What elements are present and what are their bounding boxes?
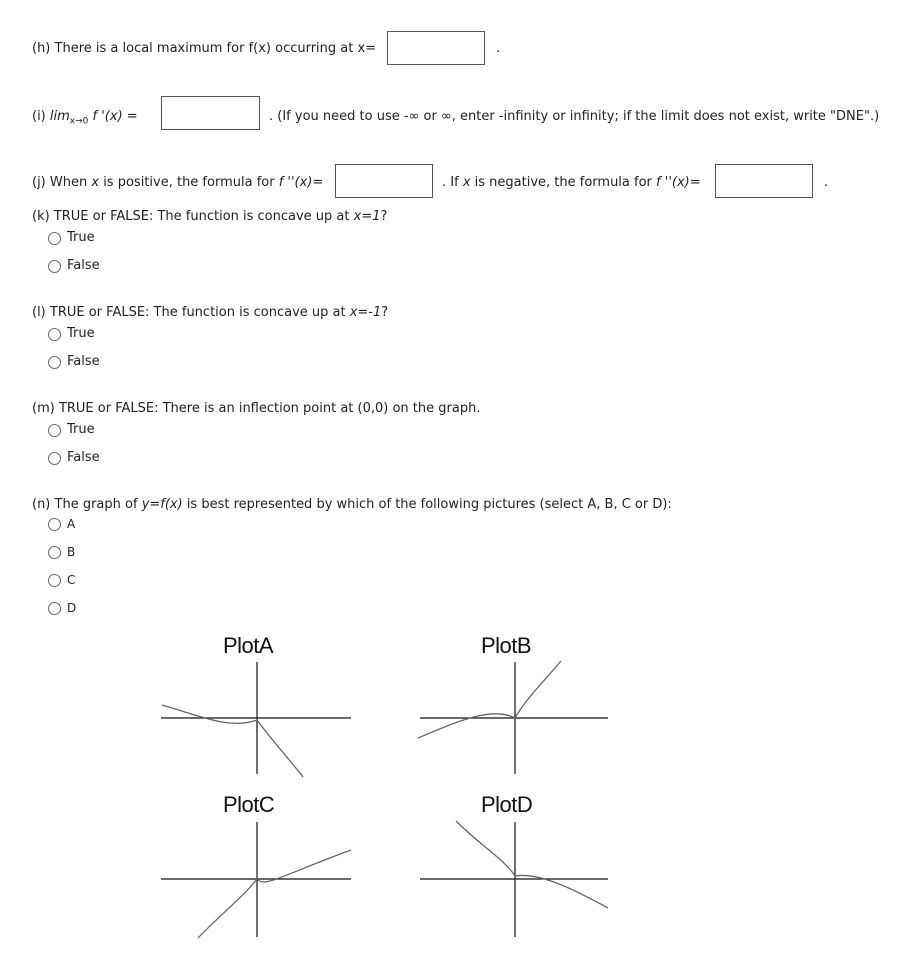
plot-a-curve <box>162 705 303 777</box>
plot-d-curve <box>456 821 608 908</box>
n-option-c-label[interactable]: C <box>67 573 76 587</box>
question-h-period: . <box>496 41 501 56</box>
derivative-expr: f '(x) = <box>92 109 138 124</box>
k-prefix: (k) TRUE or FALSE: The function is concave up at <box>32 209 354 224</box>
question-j-period: . <box>824 175 829 190</box>
m-true-label[interactable]: True <box>67 422 95 437</box>
n-suffix: is best represented by which of the following pictures (select A, B, C or D): <box>182 497 672 512</box>
n-equation: y=f(x) <box>141 497 183 512</box>
n-prefix: (n) The graph of <box>32 497 142 512</box>
plot-b-curve <box>418 661 561 738</box>
m-false-label[interactable]: False <box>67 450 100 465</box>
question-h-text: (h) There is a local maximum for f(x) occurring at x= <box>32 41 377 56</box>
n-option-b-label[interactable]: B <box>67 545 76 559</box>
j-second-derivative: f ''(x)= <box>278 175 324 190</box>
l-equation: x=-1 <box>349 305 382 320</box>
limit-symbol: lim <box>49 109 70 124</box>
j-text-4: is negative, the formula for <box>470 175 657 190</box>
k-true-label[interactable]: True <box>67 230 95 245</box>
plot-c-title: PlotC <box>223 792 275 817</box>
plot-b-title: PlotB <box>481 633 532 658</box>
n-option-d-label[interactable]: D <box>67 601 77 615</box>
l-qmark: ? <box>381 305 389 320</box>
l-false-label[interactable]: False <box>67 354 100 369</box>
k-qmark: ? <box>380 209 388 224</box>
k-equation: x=1 <box>353 209 381 224</box>
l-prefix: (l) TRUE or FALSE: The function is concave up at <box>32 305 350 320</box>
limit-subscript: x→0 <box>69 116 89 127</box>
j-text-2: is positive, the formula for <box>99 175 279 190</box>
k-false-label[interactable]: False <box>67 258 100 273</box>
question-i-note: . (If you need to use -∞ or ∞, enter -infinity or infinity; if the limit does not exist, write "DNE".) <box>269 109 880 124</box>
l-true-label[interactable]: True <box>67 326 95 341</box>
j-second-derivative-2: f ''(x)= <box>656 175 701 190</box>
plot-a-title: PlotA <box>223 633 274 658</box>
j-var-x-2: x <box>462 175 471 190</box>
question-m-text: (m) TRUE or FALSE: There is an inflection point at (0,0) on the graph. <box>32 401 481 416</box>
j-var-x: x <box>91 175 100 190</box>
j-text-1: (j) When <box>32 175 92 190</box>
question-i-prefix: (i) <box>32 109 50 124</box>
plot-c-curve <box>198 850 351 938</box>
j-text-3: . If <box>442 175 463 190</box>
n-option-a-label[interactable]: A <box>67 517 76 531</box>
plot-d-title: PlotD <box>481 792 533 817</box>
